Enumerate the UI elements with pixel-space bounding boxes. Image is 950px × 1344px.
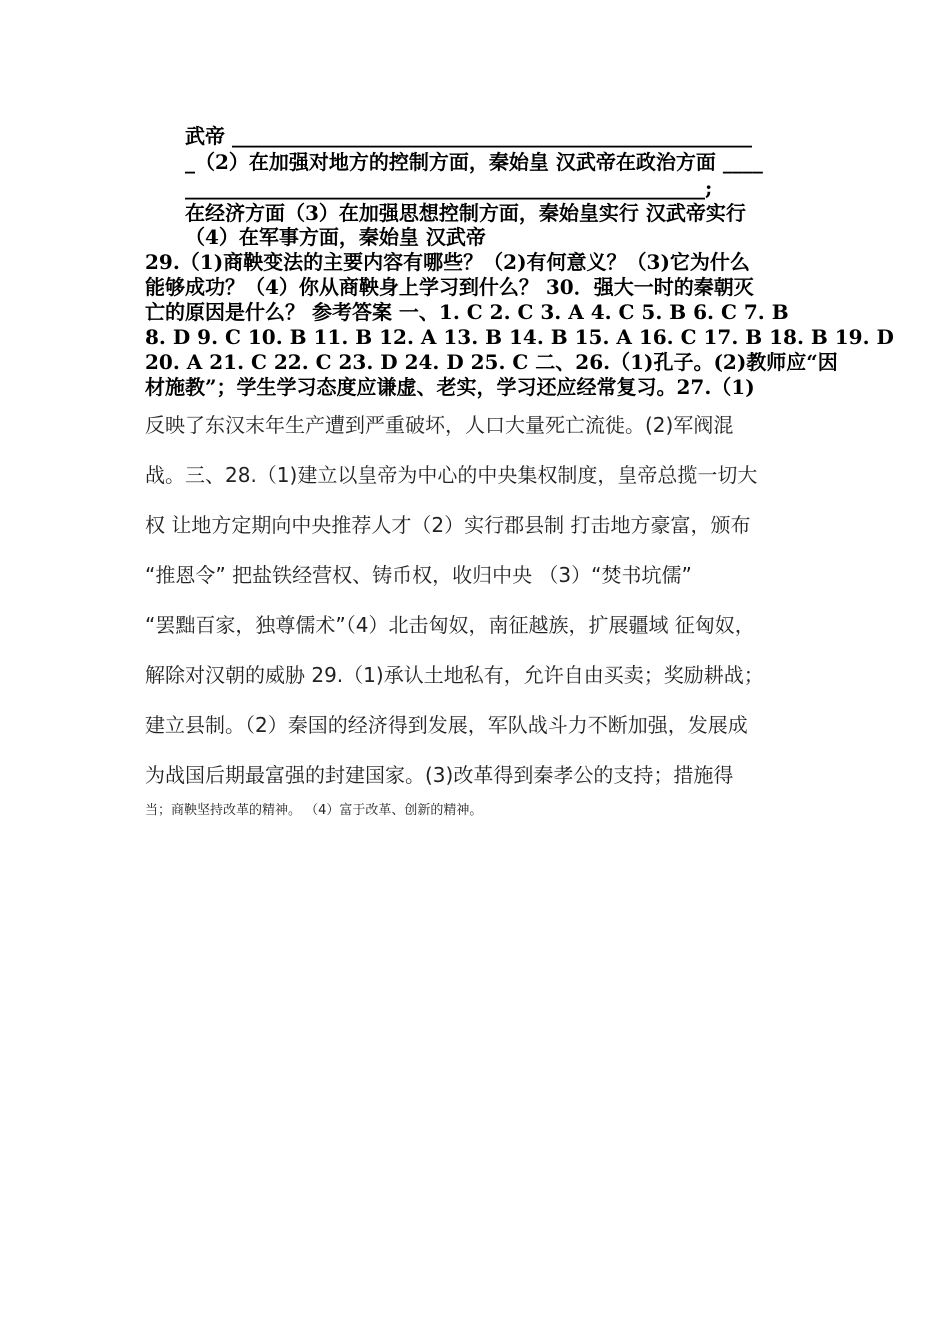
question-line-5: （4）在军事方面，秦始皇 汉武帝: [185, 225, 486, 249]
question-line-3: ____________________________________________________;: [185, 176, 713, 200]
answer-line-5: “罢黜百家，独尊儒术”（4）北击匈奴，南征越族，扩展疆域 征匈奴，: [145, 613, 755, 637]
answer-line-6: 解除对汉朝的威胁 29.（1)承认土地私有，允许自由买卖；奖励耕战；: [145, 663, 764, 687]
question-line-7: 能够成功？（4）你从商鞅身上学习到什么？ 30．强大一时的秦朝灭: [145, 275, 754, 299]
question-line-4: 在经济方面（3）在加强思想控制方面，秦始皇实行 汉武帝实行: [185, 201, 746, 225]
answer-line-8: 为战国后期最富强的封建国家。(3)改革得到秦孝公的支持；措施得: [145, 763, 734, 787]
answer-footer-line: 当；商鞅坚持改革的精神。 （4）富于改革、创新的精神。: [145, 803, 483, 818]
question-line-6: 29.（1)商鞅变法的主要内容有哪些？（2)有何意义？（3)它为什么: [145, 250, 750, 274]
answer-key-line-1: 亡的原因是什么？ 参考答案 一、1. C 2. C 3. A 4. C 5. B 6. C 7. B: [145, 300, 789, 324]
answer-key-line-2: 8. D 9. C 10. B 11. B 12. A 13. B 14. B 15. A 16. C 17. B 18. B 19. D: [145, 325, 894, 349]
answer-line-7: 建立县制。（2）秦国的经济得到发展，军队战斗力不断加强，发展成: [145, 713, 748, 737]
answer-line-3: 权 让地方定期向中央推荐人才（2）实行郡县制 打击地方豪富，颁布: [145, 513, 751, 537]
answer-line-1: 反映了东汉末年生产遭到严重破坏，人口大量死亡流徙。(2)军阀混: [145, 413, 734, 437]
question-line-1: 武帝 ____________________________________________________: [185, 124, 752, 148]
answer-line-4: “推恩令” 把盐铁经营权、铸币权，收归中央 （3）“焚书坑儒”: [145, 563, 692, 587]
question-line-2: _（2）在加强对地方的控制方面，秦始皇 汉武帝在政治方面 ____: [185, 150, 763, 174]
answer-line-2: 战。三、28.（1)建立以皇帝为中心的中央集权制度，皇帝总揽一切大: [145, 463, 758, 487]
answer-key-line-3: 20. A 21. C 22. C 23. D 24. D 25. C 二、26.（1)孔子。(2)教师应“因: [145, 350, 838, 374]
answer-key-line-4: 材施教”；学生学习态度应谦虚、老实，学习还应经常复习。27.（1): [145, 375, 755, 399]
